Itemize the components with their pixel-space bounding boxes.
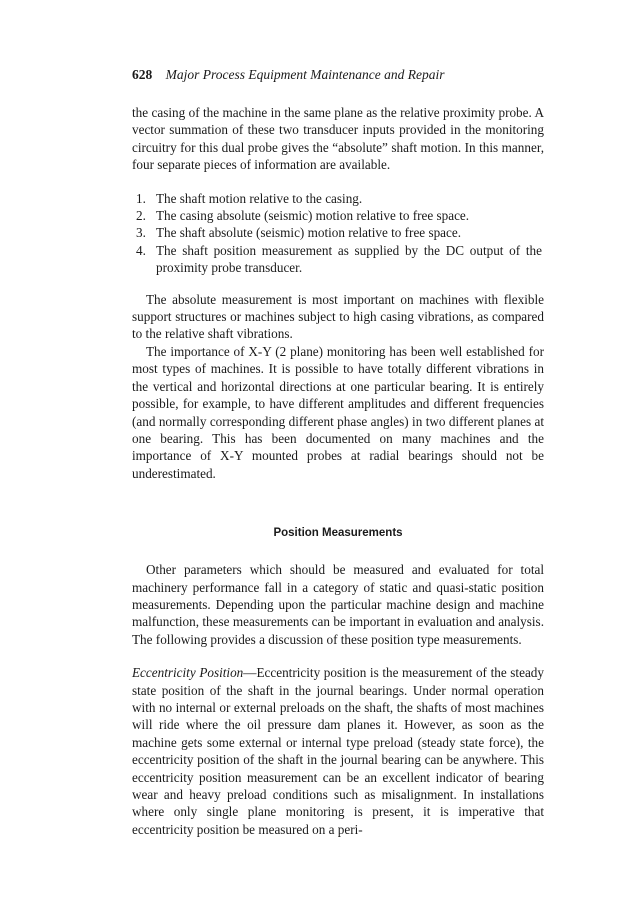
paragraph-intro: the casing of the machine in the same plane as the relative proximity probe. A vector summation of these two transducer inputs provided in the monitoring circuitry for this dual probe gives the “absolute” shaft motion. In this manner, four separate pieces of information are available. bbox=[132, 105, 544, 173]
page-header bbox=[132, 66, 544, 84]
list-item-number: 2. bbox=[136, 208, 146, 224]
paragraph-absolute: The absolute measurement is most important on machines with flexible support structures or machines subject to high casing vibrations, as compared to the relative shaft vibrations. bbox=[132, 291, 544, 342]
list-item-number: 4. bbox=[136, 242, 146, 258]
page-number: 628 bbox=[132, 67, 153, 82]
list-item-text: The shaft absolute (seismic) motion relative to free space. bbox=[156, 225, 462, 241]
list-item-text: The shaft motion relative to the casing. bbox=[156, 190, 363, 206]
list-item bbox=[132, 224, 544, 241]
list-item-text: The shaft position measurement as supplied by the DC output of the proximity probe transducer. bbox=[156, 242, 542, 276]
eccentricity-body: —Eccentricity position is the measurement of the steady state position of the shaft in the journal bearings. Under normal operation with no internal or external preloads on the shaft, the shafts of most machines will ride where the oil pressure dam planes it. However, as soon as the machine gets some external or internal type preload (steady state force), the eccentricity position of the shaft in the journal bearing can be anywhere. This eccentricity position measurement can be an excellent indicator of bearing wear and heavy preload conditions such as misalignment. In installations where only single plane monitoring is present, it is imperative that eccentricity position be measured on a peri- bbox=[132, 665, 544, 837]
list-item bbox=[132, 190, 544, 207]
list-item bbox=[132, 207, 544, 224]
list-item-text: The casing absolute (seismic) motion relative to free space. bbox=[156, 208, 470, 224]
eccentricity-term: Eccentricity Position bbox=[132, 665, 244, 681]
list-item bbox=[132, 242, 544, 277]
running-title: Major Process Equipment Maintenance and Repair bbox=[165, 67, 445, 82]
list-item-number: 3. bbox=[136, 225, 146, 241]
section-heading: Position Measurements bbox=[273, 527, 403, 540]
document-page bbox=[132, 66, 544, 838]
paragraph-xy-monitoring: The importance of X-Y (2 plane) monitoring has been well established for most types of machines. It is possible to have totally different vibrations in the vertical and horizontal directions at one particular bearing. It is entirely possible, for example, to have different amplitudes and different frequencies (and normally corresponding different phase angles) in two different planes at one bearing. This has been documented on many machines and the importance of X-Y mounted probes at radial bearings should not be underestimated. bbox=[132, 343, 544, 481]
paragraph-position-intro: Other parameters which should be measured and evaluated for total machinery performance fall in a category of static and quasi-static position measurements. Depending upon the particular machine design and machine malfunction, these measurements can be important in evaluation and analysis. The following provides a discussion of these position type measurements. bbox=[132, 562, 544, 647]
list-item-number: 1. bbox=[136, 190, 146, 206]
paragraph-eccentricity bbox=[132, 664, 544, 838]
measurement-list bbox=[132, 190, 544, 277]
